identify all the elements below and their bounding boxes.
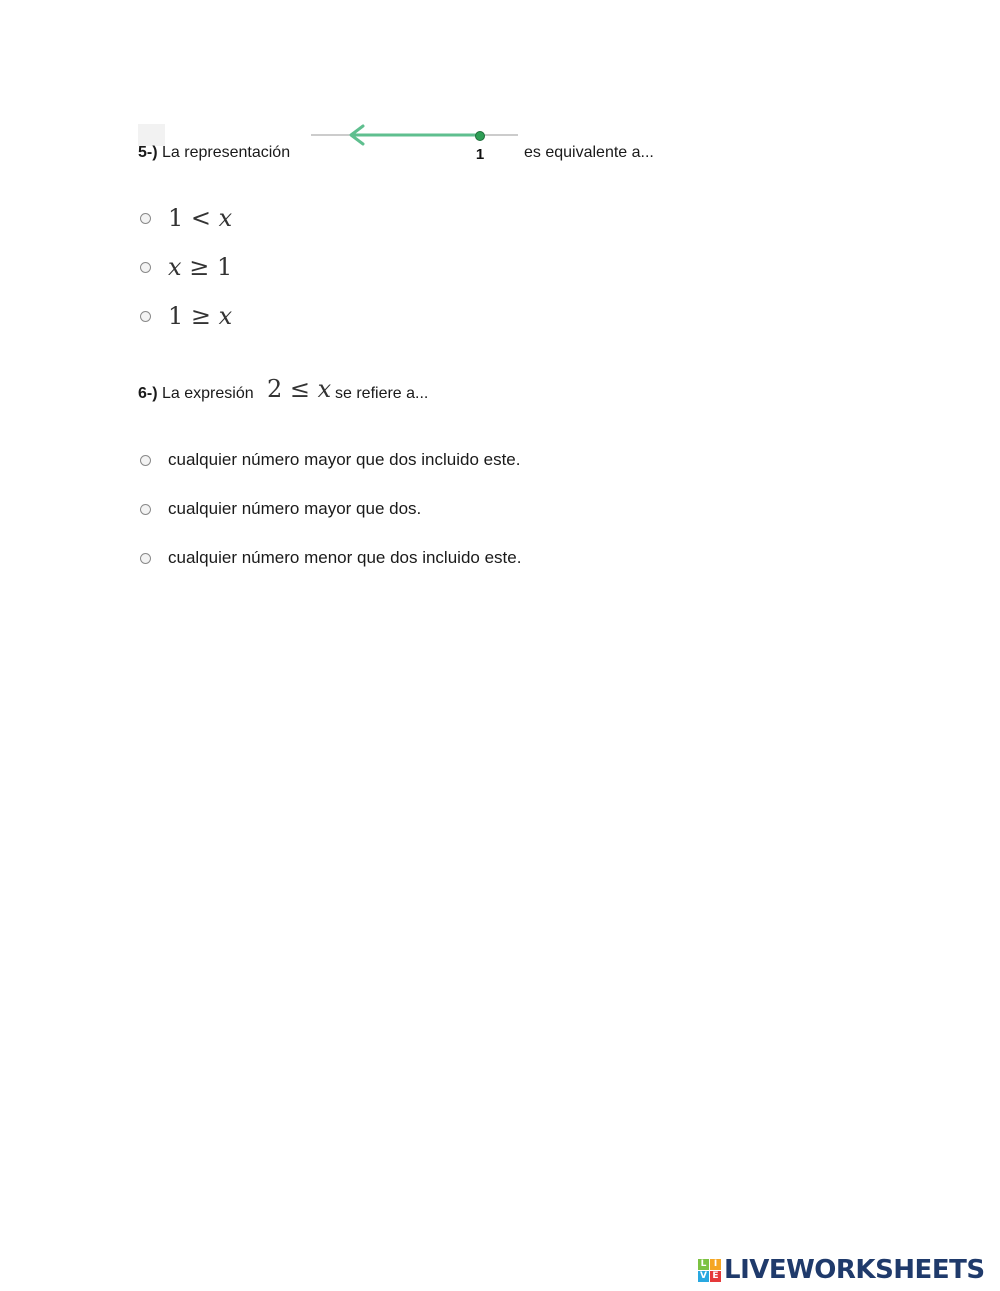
question-6-option-1[interactable] <box>140 447 520 473</box>
question-5-prompt <box>138 143 290 163</box>
option-math: 1 ≥ x <box>168 302 233 330</box>
question-6-text-after: se refiere a... <box>335 385 429 402</box>
radio-button[interactable] <box>140 553 151 564</box>
question-6-number: 6-) <box>138 385 158 402</box>
option-label: cualquier número mayor que dos incluido este. <box>168 450 521 469</box>
logo-blocks-icon: L I V E <box>698 1259 721 1282</box>
question-5-option-2[interactable] <box>140 254 232 280</box>
radio-button[interactable] <box>140 213 151 224</box>
number-line-label: 1 <box>475 146 485 163</box>
radio-button[interactable] <box>140 504 151 515</box>
option-math: 1 < x <box>168 204 233 232</box>
question-5-number: 5-) <box>138 144 158 161</box>
question-6-expression: 2 ≤ x <box>267 375 332 403</box>
option-label: cualquier número menor que dos incluido este. <box>168 548 522 567</box>
question-5-text-before: La representación <box>162 144 291 161</box>
radio-button[interactable] <box>140 262 151 273</box>
closed-point-icon <box>476 132 485 141</box>
question-6-option-3[interactable] <box>140 545 521 571</box>
radio-button[interactable] <box>140 455 151 466</box>
question-5-option-1[interactable] <box>140 205 232 231</box>
number-line-figure <box>311 122 521 168</box>
question-6-prompt <box>138 384 254 404</box>
question-6-option-2[interactable] <box>140 496 421 522</box>
radio-button[interactable] <box>140 311 151 322</box>
liveworksheets-logo[interactable] <box>698 1255 985 1285</box>
question-5-option-3[interactable] <box>140 303 232 329</box>
option-label: cualquier número mayor que dos. <box>168 499 422 518</box>
option-math: x ≥ 1 <box>168 253 233 281</box>
question-5-text-after: es equivalente a... <box>524 144 654 161</box>
logo-text: LIVEWORKSHEETS <box>724 1255 985 1285</box>
question-6-text-before: La expresión <box>162 385 254 402</box>
